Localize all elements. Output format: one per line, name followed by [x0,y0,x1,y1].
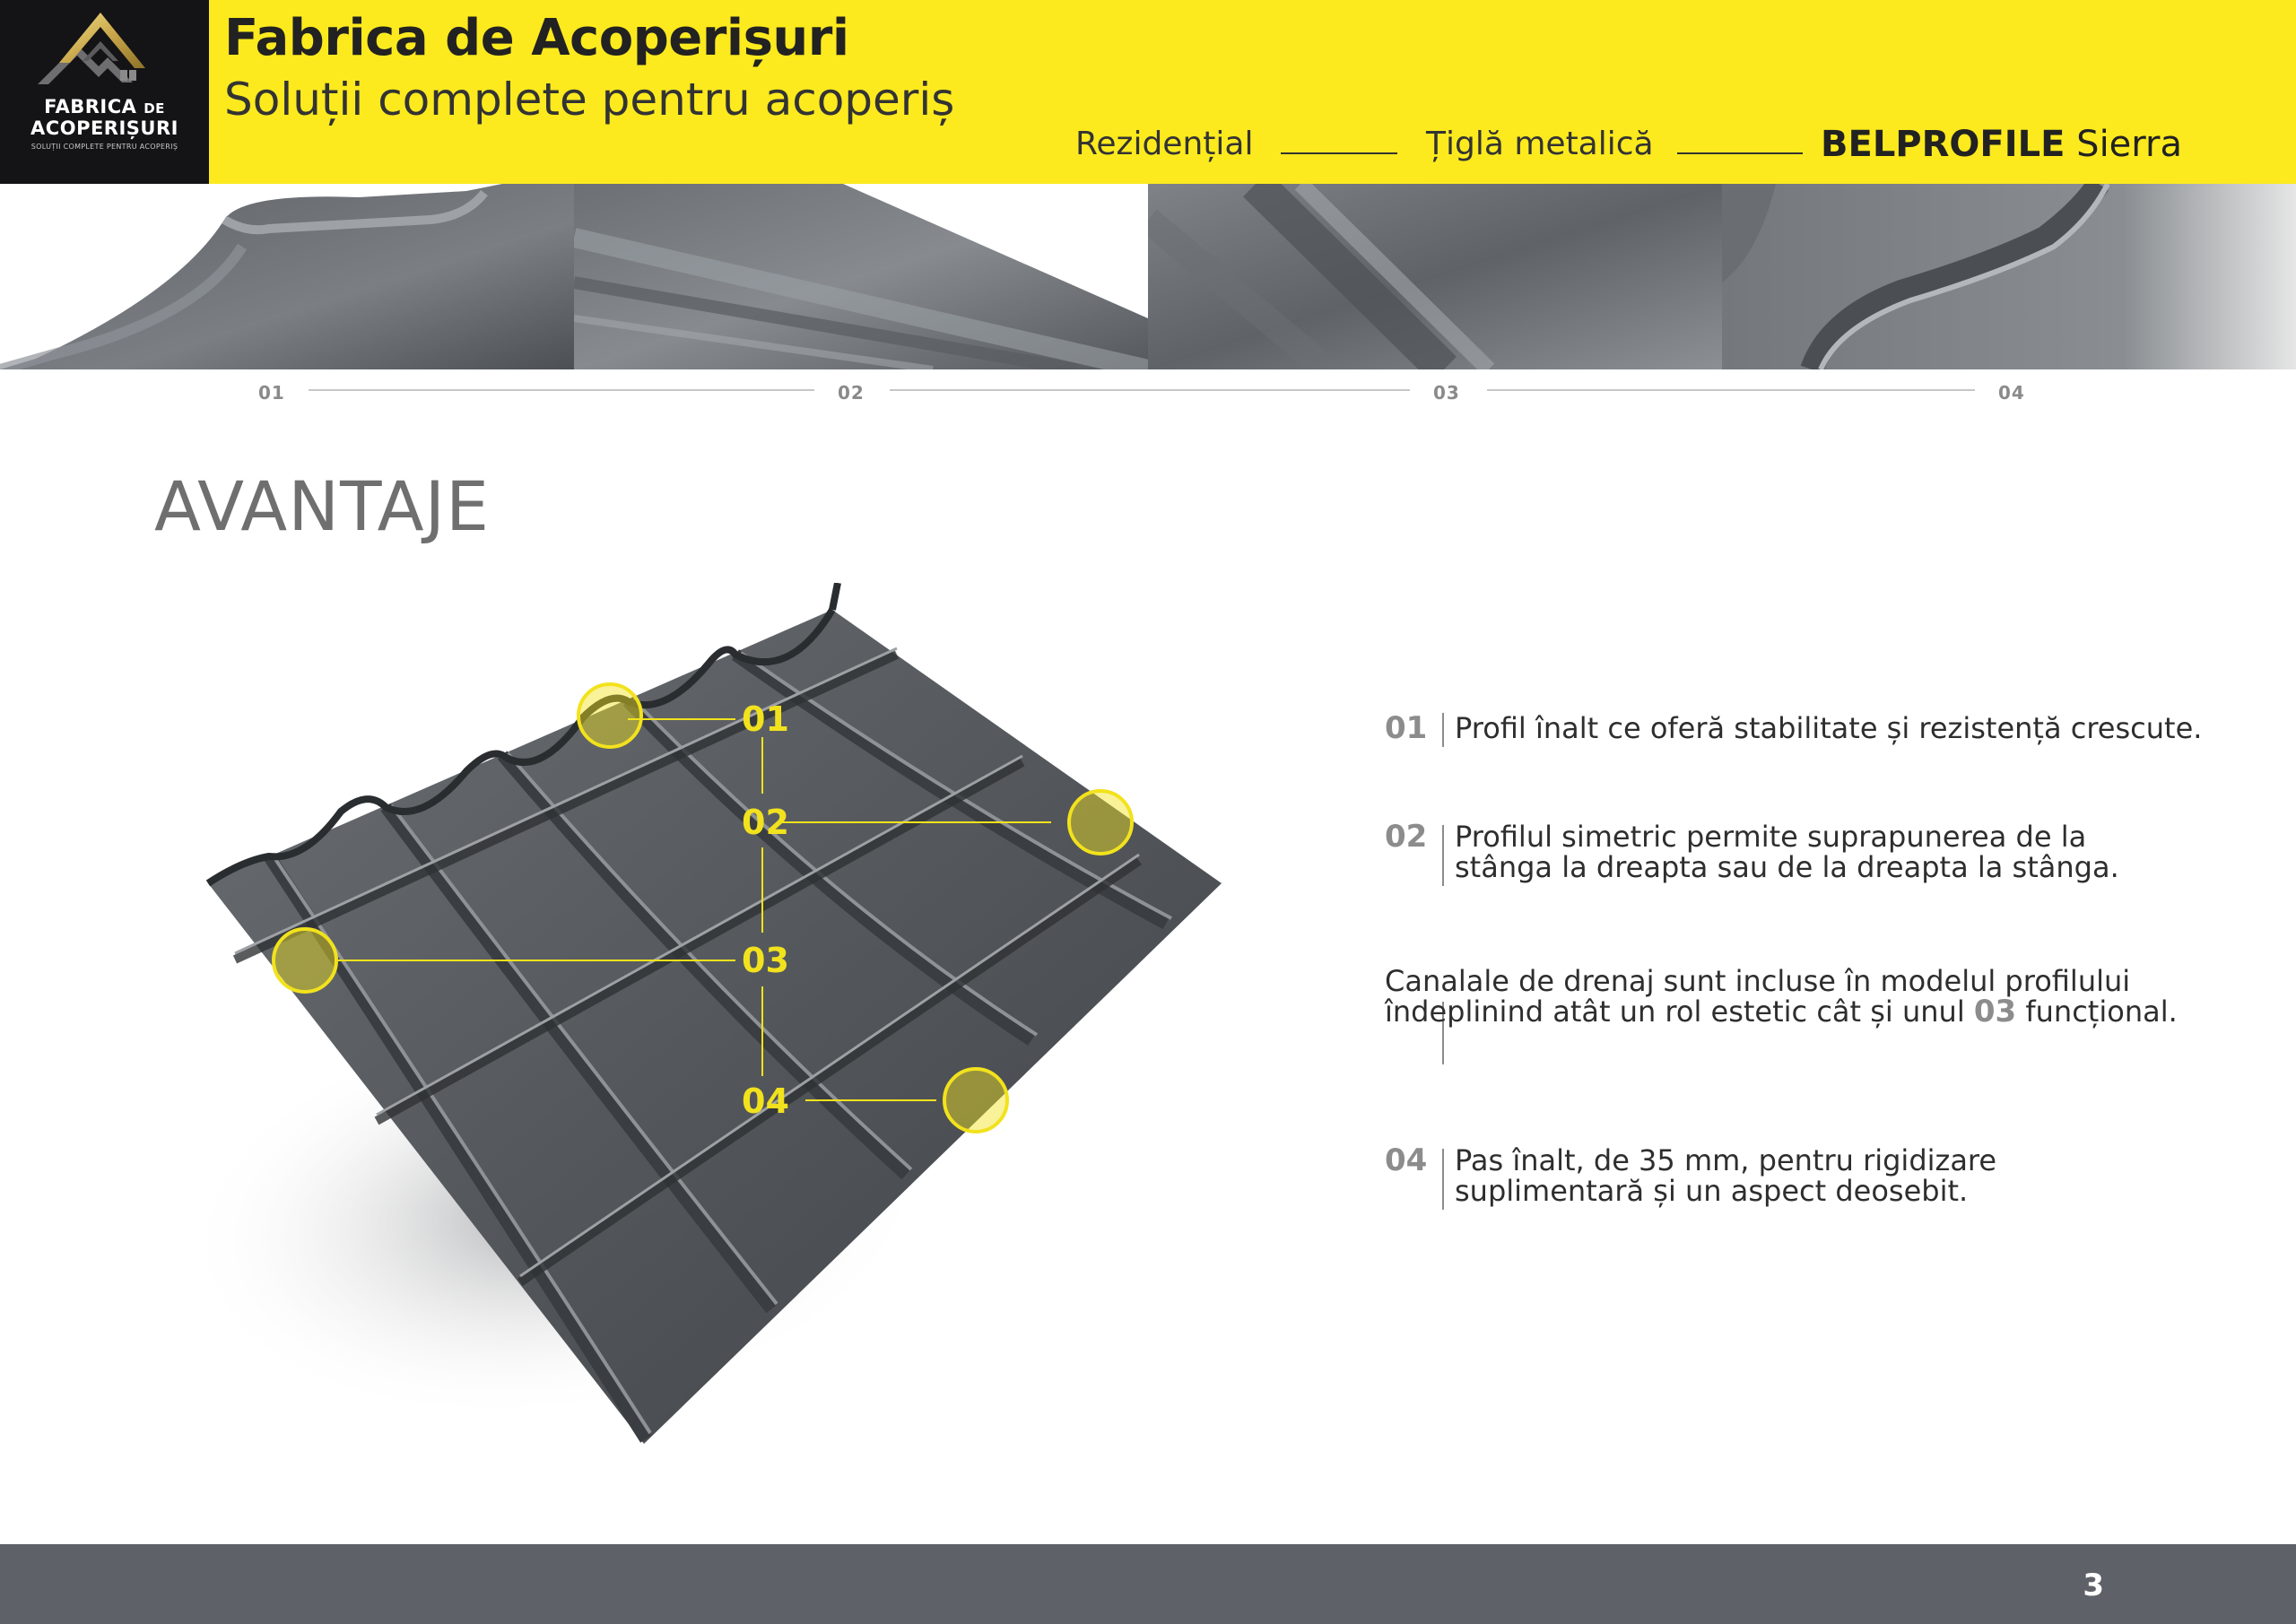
detail-photo-1 [0,184,574,369]
footer-bar [0,1544,2296,1624]
detail-photo-3 [1148,184,1722,369]
breadcrumb-separator [1281,152,1397,154]
callout-label-03: 03 [742,941,789,980]
breadcrumb-residential[interactable]: Rezidențial [1075,126,1254,162]
advantage-text: Profilul simetric permite suprapunerea de la stânga la dreapta sau de la dreapta la stânga. [1455,820,2119,884]
callout-label-02: 02 [742,803,789,842]
breadcrumb-metal-tile[interactable]: Țiglă metalică [1426,126,1654,162]
advantage-item-03 [1385,966,2282,1064]
logo-text-line2: ACOPERIȘURI [30,117,178,139]
company-logo[interactable] [0,0,209,184]
callout-label-04: 04 [742,1081,789,1121]
page-subtitle: Soluții complete pentru acoperiș [224,74,955,126]
advantage-item-01 [1385,710,2282,758]
callout-marker-02 [1069,791,1132,854]
advantage-item-02 [1385,821,2282,893]
advantage-text: Canalale de drenaj sunt incluse în modelul profilului îndeplinind atât un rol estetic cât și unul 03 funcțional. [1385,964,2178,1029]
page-number: 3 [2083,1568,2104,1603]
advantage-number: 02 [1385,819,1428,855]
logo-tagline: SOLUȚII COMPLETE PENTRU ACOPERIȘ [30,143,178,151]
callout-marker-01 [578,684,641,747]
strip-label-04: 04 [1998,382,2025,404]
advantage-divider [1442,1149,1444,1210]
detail-photo-4 [1722,184,2296,369]
advantage-number: 01 [1385,710,1428,746]
advantage-text: Profil înalt ce oferă stabilitate și rezistență crescute. [1455,711,2203,745]
logo-text-line1: FABRICA DE [44,96,165,117]
advantage-text: Pas înalt, de 35 mm, pentru rigidizare suplimentară și un aspect deosebit. [1455,1143,1997,1208]
strip-divider [309,389,814,391]
advantage-item-04 [1385,1142,2282,1217]
strip-divider [890,389,1410,391]
page-title: Fabrica de Acoperișuri [224,9,849,67]
advantage-number: 04 [1385,1142,1428,1178]
callout-label-01: 01 [742,699,789,739]
advantage-divider [1442,825,1444,886]
breadcrumb-separator [1677,152,1803,154]
breadcrumb-product: BELPROFILE Sierra [1821,124,2182,165]
advantage-divider [1442,713,1444,747]
strip-label-03: 03 [1433,382,1460,404]
strip-divider [1487,389,1975,391]
callout-marker-03 [274,929,336,992]
strip-label-01: 01 [258,382,285,404]
section-heading: AVANTAJE [154,466,491,546]
detail-photo-2 [574,184,1148,369]
roof-tile-product-image [179,583,1256,1480]
strip-label-02: 02 [838,382,865,404]
roof-logo-icon [0,0,209,99]
advantage-number: 03 [1973,994,2017,1029]
callout-marker-04 [944,1069,1007,1132]
